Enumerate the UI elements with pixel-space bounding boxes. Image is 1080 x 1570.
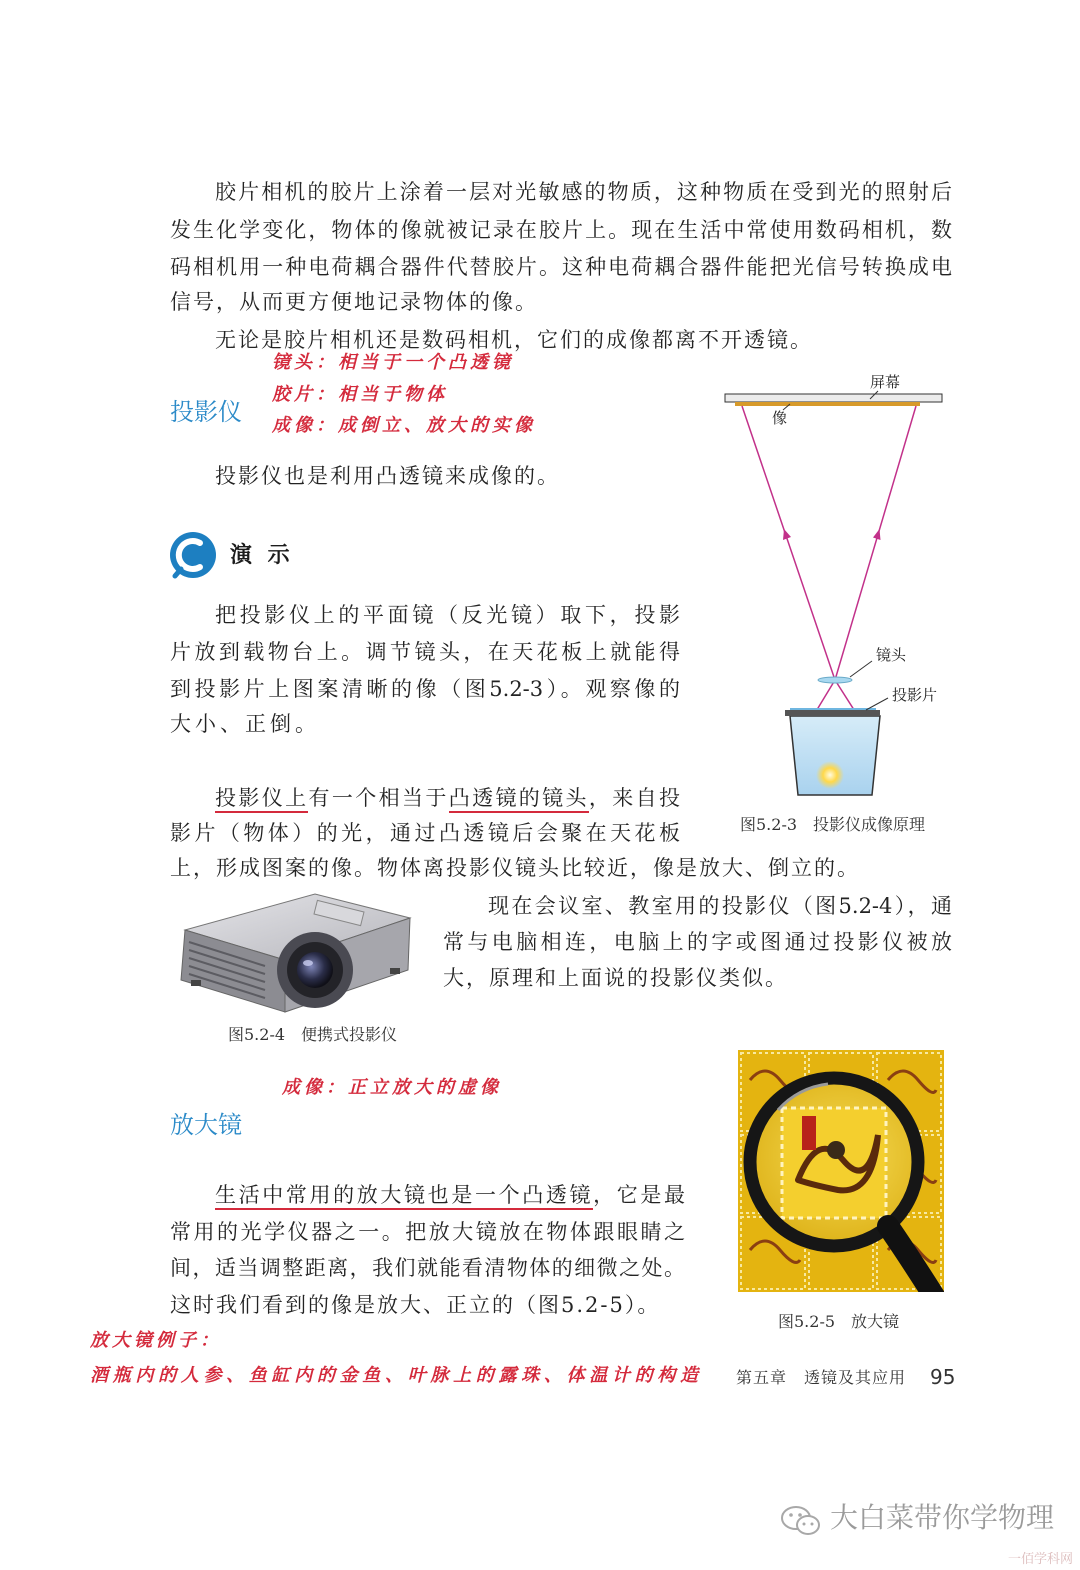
heading-projector: 投影仪	[170, 398, 242, 426]
lens	[818, 677, 852, 683]
projector-intro-para: 投影仪也是利用凸透镜来成像的。	[215, 464, 560, 488]
footer-chapter: 第五章 透镜及其应用	[736, 1368, 907, 1387]
camera-para-line-2: 发生化学变化，物体的像就被记录在胶片上。现在生活中常使用数码相机，数	[170, 218, 952, 242]
note-magnifier-image: 成像：正立放大的虚像	[282, 1077, 502, 1098]
principle-line-1-end: ，来自投	[588, 786, 681, 810]
note-projector-image: 成像：成倒立、放大的实像	[272, 415, 536, 436]
watermark-text: 大白菜带你学物理	[830, 1501, 1055, 1534]
projector-foot-right	[390, 968, 400, 974]
demo-line-1: 把投影仪上的平面镜（反光镜）取下，投影	[215, 603, 680, 627]
projector-lens-highlight	[303, 960, 313, 966]
magnifier-line-1-end: ，它是最	[593, 1183, 686, 1207]
magnifier-line-4: 这时我们看到的像是放大、正立的（图5.2-5）。	[170, 1293, 661, 1317]
slide-plate	[785, 710, 880, 716]
demo-line-3: 到投影片上图案清晰的像（图5.2-3）。观察像的	[170, 677, 680, 701]
lamp	[816, 761, 844, 789]
projector-foot-left	[191, 980, 201, 986]
label-slide: 投影片	[892, 686, 938, 704]
magnifier-line-2: 常用的光学仪器之一。把放大镜放在物体跟眼睛之	[170, 1220, 685, 1244]
label-image: 像	[772, 409, 788, 427]
principle-line-2: 影片（物体）的光，通过凸透镜后会聚在天花板	[170, 821, 680, 845]
underline-convex-lens: 凸透镜的镜头	[449, 786, 589, 813]
ray-arrow-left	[783, 529, 791, 540]
watermark-site: 一佰学科网	[1008, 1552, 1074, 1567]
modern-line-1: 现在会议室、教室用的投影仪（图5.2-4），通	[488, 894, 952, 918]
label-screen: 屏幕	[870, 373, 901, 391]
wechat-icon	[780, 1504, 822, 1538]
projector-principle-diagram	[700, 360, 980, 810]
heading-magnifier: 放大镜	[170, 1111, 242, 1139]
note-magnifier-examples-title: 放大镜例子：	[90, 1330, 222, 1351]
modern-line-2: 常与电脑相连，电脑上的字或图通过投影仪被放	[443, 930, 952, 954]
screen	[725, 394, 942, 402]
ray-right	[835, 406, 916, 680]
demo-title: 演 示	[230, 543, 294, 568]
underline-projector: 投影仪上	[215, 786, 308, 813]
ray-left	[742, 406, 835, 680]
projector-lens-glass	[297, 952, 333, 988]
camera-para-line-3: 码相机用一种电荷耦合器件代替胶片。这种电荷耦合器件能把光信号转换成电	[170, 255, 952, 279]
camera-para-line-4: 信号，从而更方便地记录物体的像。	[170, 290, 538, 314]
magnifier-c-icon	[169, 531, 217, 579]
magnifier-line-1	[215, 1181, 685, 1209]
slide-leader	[866, 698, 888, 710]
lens-leader	[850, 661, 872, 677]
note-magnifier-examples-list: 酒瓶内的人参、鱼缸内的金鱼、叶脉上的露珠、体温计的构造	[90, 1365, 700, 1386]
underline-magnifier: 生活中常用的放大镜也是一个凸透镜	[215, 1183, 593, 1210]
principle-line-3: 上，形成图案的像。物体离投影仪镜头比较近，像是放大、倒立的。	[170, 856, 860, 880]
portable-projector-photo	[165, 888, 415, 1018]
camera-para-line-1: 胶片相机的胶片上涂着一层对光敏感的物质，这种物质在受到光的照射后	[215, 180, 952, 204]
caption-fig-5-2-3: 图5.2-3 投影仪成像原理	[740, 815, 926, 834]
caption-fig-5-2-5: 图5.2-5 放大镜	[778, 1312, 900, 1331]
modern-line-3: 大，原理和上面说的投影仪类似。	[443, 966, 788, 990]
demo-line-2: 片放到载物台上。调节镜头，在天花板上就能得	[170, 640, 680, 664]
caption-fig-5-2-4: 图5.2-4 便携式投影仪	[228, 1025, 398, 1044]
note-projector-slide: 胶片：相当于物体	[272, 384, 448, 405]
demo-line-4: 大小、正倒。	[170, 712, 320, 736]
lens-para: 无论是胶片相机还是数码相机，它们的成像都离不开透镜。	[215, 328, 813, 352]
page-number: 95	[930, 1365, 956, 1389]
magnifier-photo	[738, 1050, 944, 1292]
principle-line-1-middle: 有一个相当于	[308, 786, 449, 810]
principle-line-1	[215, 784, 680, 812]
projected-image-bar	[735, 402, 920, 406]
note-projector-lens: 镜头：相当于一个凸透镜	[272, 352, 514, 373]
magnifier-line-3: 间，适当调整距离，我们就能看清物体的细微之处。	[170, 1256, 685, 1280]
ray-arrow-right	[873, 529, 881, 540]
label-lens: 镜头	[876, 646, 907, 664]
